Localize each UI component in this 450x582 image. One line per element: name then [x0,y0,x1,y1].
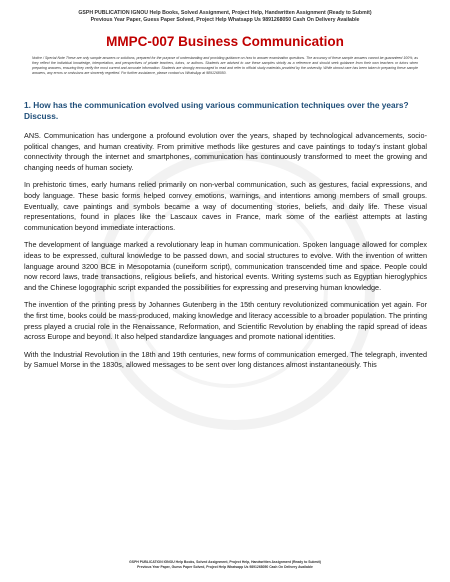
answer-paragraph: In prehistoric times, early humans relied primarily on non-verbal communication, such as gestures, facial expressions, and body language. These basic forms helped convey emotions, warnings, and intentions among members of small groups. Eventually, cave paintings and symbols became a way of documenting stories, beliefs, and daily life. These visual representations, found in places like the Lascaux caves in France, mark some of the earliest attempts at lasting communication beyond immediate interactions. [24,180,427,232]
footer-line-2: Previous Year Paper, Guess Paper Solved, Project Help Whatsapp Us 9891268050 Cash On Delivery Available [137,565,313,569]
disclaimer-notice: Notice / Special Note These are only sample answers or solutions, prepared for the purpose of understanding and providing guidance on how to answer examination questions. The accuracy of these sample answers cannot be guaranteed 100%, as they reflect the individual knowledge, interpretation, and perspectives of private teachers, tutors, or authors. Students are advised to use these samples strictly as a reference and should seek guidance from their own teachers or tutors when preparing answers, ensuring they verify the most current and accurate information. Students are strongly encouraged to read and refer to official study materials provided by the university. While utmost care has been taken in preparing these sample answers, any errors or omissions are sincerely regretted. For further assistance, please contact us WhatsApp at 9891268050. [32,56,418,75]
document-title: MMPC-007 Business Communication [106,34,344,49]
header-line-1: GSPH PUBLICATION IGNOU Help Books, Solved Assignment, Project Help, Handwritten Assignment (Ready to Submit) [78,10,372,16]
answer-body [24,131,427,378]
header-line-2: Previous Year Paper, Guess Paper Solved, Project Help Whatsapp Us 9891268050 Cash On Delivery Available [90,17,360,23]
answer-paragraph: The development of language marked a revolutionary leap in human communication. Spoken language allowed for complex ideas to be expressed, cultural knowledge to be passed down, and social structures to evolve. With the invention of written language around 3200 BCE in Mesopotamia (cuneiform script), communication transcended time and space. People could now record laws, trade transactions, religious beliefs, and historical events. Writing systems such as Egyptian hieroglyphics and the Chinese logographic script expanded the possibilities for expressing and preserving human knowledge. [24,240,427,292]
answer-paragraph: The invention of the printing press by Johannes Gutenberg in the 15th century revolutionized communication yet again. For the first time, books could be mass-produced, making knowledge and literacy accessible to a broader population. The printing press played a crucial role in the Renaissance, Reformation, and Scientific Revolution by enabling the rapid spread of ideas across Europe and beyond. It also helped standardize languages and promote national identities. [24,300,427,342]
answer-paragraph: With the Industrial Revolution in the 18th and 19th centuries, new forms of communication emerged. The telegraph, invented by Samuel Morse in the 1830s, allowed messages to be sent over long distances almost instantaneously. This [24,349,427,370]
page-footer [0,560,450,570]
footer-line-1: GSPH PUBLICATION IGNOU Help Books, Solved Assignment, Project Help, Handwritten Assignment (Ready to Submit) [129,560,321,564]
question-heading: 1. How has the communication evolved using various communication techniques over the years?Discuss. [24,100,409,121]
answer-paragraph: ANS. Communication has undergone a profound evolution over the years, shaped by technological advancements, socio-political changes, and human creativity. From primitive methods like gestures and cave paintings to today's instant global connectivity through the internet and smartphones, communication has continuously transformed to meet the growing and changing needs of human society. [24,131,427,172]
page-header [0,10,450,24]
